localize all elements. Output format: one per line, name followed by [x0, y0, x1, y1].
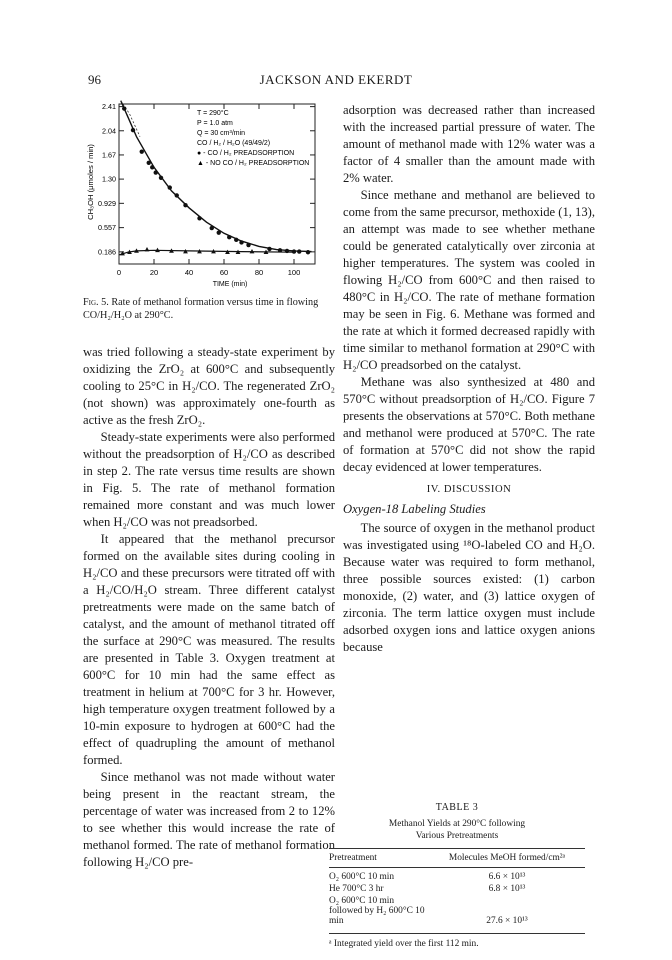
table-cell-treatment: O₂ 600°C 10 min [329, 872, 395, 882]
subsection-heading: Oxygen-18 Labeling Studies [343, 502, 486, 516]
data-point-preadsorbed [150, 165, 154, 169]
data-point-preadsorbed [227, 235, 231, 239]
figure-5-chart [83, 100, 335, 290]
y-tick-label: 2.41 [102, 102, 116, 112]
data-point-preadsorbed [183, 203, 187, 207]
legend-flowrate: Q = 30 cm³/min [197, 130, 246, 137]
data-point-preadsorbed [140, 149, 144, 153]
table-cell-treatment: O₂ 600°C 10 min followed by H₂ 600°C 10 min [329, 896, 425, 926]
y-tick-label: 2.04 [102, 126, 116, 136]
table-cell-treatment: He 700°C 3 hr [329, 884, 384, 894]
data-point-preadsorbed [210, 226, 214, 230]
table-subtitle [329, 818, 585, 842]
data-point-preadsorbed [147, 161, 151, 165]
data-point-preadsorbed [168, 185, 172, 189]
section-heading: IV. DISCUSSION [426, 484, 512, 495]
data-point-preadsorbed [285, 249, 289, 253]
legend-temperature: T = 290°C [197, 110, 229, 117]
running-title: JACKSON AND EKERDT [259, 72, 413, 87]
page-number: 96 [88, 72, 101, 87]
x-tick-label: 60 [219, 268, 229, 277]
figure-caption-label: Fig. 5. [83, 297, 109, 308]
y-tick-label: 1.30 [102, 174, 116, 184]
data-point-preadsorbed [239, 240, 243, 244]
table-3 [329, 802, 585, 949]
x-tick-label: 40 [184, 268, 194, 277]
left-column-text [83, 344, 335, 871]
right-column-text [343, 102, 595, 656]
right-paragraph-2: Since methane and methanol are believed to come from the same precursor, methoxide (1, 13), an attempt was made to see whether methane could be generated catalytically over zirconia at higher temperatures. The system was cooled in flowing H₂/CO from 600°C and then raised to 480°C in H₂/CO. The rate of methane formation may be seen in Fig. 6. Methane was formed and the rate at which it formed decreased rapidly with time similar to methanol formation at 290°C with H₂/CO preadsorbed on the catalyst. [343, 188, 595, 372]
y-tick-label: 0.929 [98, 198, 116, 208]
left-paragraph-2: Steady-state experiments were also performed without the preadsorption of H₂/CO as described in step 2. The rate versus time results are shown in Fig. 5. The rate of methanol formation remained more constant and was much lower when H₂/CO was not preadsorbed. [83, 430, 335, 529]
page-header [0, 72, 672, 88]
data-point-not-preadsorbed [145, 247, 150, 251]
figure-caption-text: Rate of methanol formation versus time in flowing CO/H₂/H₂O at 290°C. [83, 297, 319, 321]
legend-series-preadsorbed: ● - CO / H₂ PREADSORPTION [197, 150, 295, 157]
legend-series-not-preadsorbed: ▲ - NO CO / H₂ PREADSORPTION [197, 160, 310, 167]
x-tick-label: 20 [149, 268, 159, 277]
right-paragraph-1: adsorption was decreased rather than increased with the increased partial pressure of water. The amount of methanol made with 12% water was a factor of 4 smaller than the amount made with 2% water. [343, 103, 595, 185]
y-tick-label: 1.67 [102, 150, 116, 160]
table-col-pretreatment: Pretreatment [329, 849, 429, 868]
table-body [329, 848, 585, 927]
right-paragraph-3: Methane was also synthesized at 480 and 570°C without preadsorption of H₂/CO. Figure 7 presents the observations at 570°C. Both methane and methanol were produced at 570°C. The rate of formation at 570°C did not show the rapid decay evidenced at lower temperatures. [343, 375, 595, 474]
data-point-preadsorbed [246, 243, 250, 247]
legend [197, 109, 309, 167]
data-point-preadsorbed [131, 128, 135, 132]
table-row [329, 895, 585, 927]
table-subtitle-line-1: Methanol Yields at 290°C following [388, 819, 526, 829]
data-point-preadsorbed [234, 238, 238, 242]
data-point-preadsorbed [297, 249, 301, 253]
data-point-preadsorbed [197, 216, 201, 220]
data-point-preadsorbed [122, 106, 126, 110]
data-point-preadsorbed [278, 248, 282, 252]
x-axis-label: TIME (min) [212, 281, 248, 288]
y-tick-label: 0.557 [98, 223, 116, 233]
data-point-preadsorbed [159, 176, 163, 180]
plot-frame [119, 104, 315, 264]
table-cell-value: 6.6 × 10¹³ [488, 872, 526, 882]
left-paragraph-3: It appeared that the methanol precursor formed on the available sites during cooling in H₂/CO and these precursors were titrated off with a H₂/CO/H₂O stream. Three different catalyst pretreatments were made on the same batch of catalyst, and the amount of methanol titrated off the surface at 290°C was measured. The results are presented in Table 3. Oxygen treatment at 600°C for 10 min had the same effect as treatment in helium at 700°C for 3 hr. However, high temperature oxygen treatment followed by a 10-min exposure to hydrogen at 600°C had the effect of quadrupling the amount of methanol formed. [83, 532, 335, 767]
table-title: TABLE 3 [435, 802, 479, 813]
table-row [329, 883, 585, 895]
x-tick-label: 0 [116, 268, 122, 277]
table-col-molecules: Molecules MeOH formed/cm²ᵃ [429, 849, 585, 868]
plot-area [98, 101, 315, 277]
data-point-preadsorbed [217, 230, 221, 234]
data-point-preadsorbed [267, 247, 271, 251]
data-point-preadsorbed [175, 193, 179, 197]
left-paragraph-4: Since methanol was not made without water being present in the reactant stream, the percentage of water was increased from 2 to 12% to see whether this would increase the rate of methanol formed. The rate of methanol formation following H₂/CO pre- [83, 770, 335, 869]
figure-caption [83, 296, 335, 322]
y-axis-label: CH₃OH (μmoles / min) [86, 144, 95, 220]
data-point-preadsorbed [306, 250, 310, 254]
data-point-preadsorbed [154, 170, 158, 174]
table-header-row [329, 849, 585, 868]
table-footnote: ᵃ Integrated yield over the first 112 min. [329, 933, 585, 949]
legend-pressure: P = 1.0 atm [197, 120, 233, 127]
legend-feed: CO / H₂ / H₂O (49/49/2) [197, 140, 271, 147]
left-paragraph-1: was tried following a steady-state experiment by oxidizing the ZrO₂ at 600°C and subsequently cooling to 25°C in H₂/CO. The regenerated ZrO₂ (not shown) was approximately one-fourth as active as the fresh ZrO₂. [83, 345, 335, 427]
x-tick-label: 100 [287, 268, 301, 277]
y-tick-label: 0.186 [98, 247, 116, 257]
x-tick-label: 80 [254, 268, 264, 277]
table-row [329, 868, 585, 884]
data-point-preadsorbed [292, 249, 296, 253]
table-subtitle-line-2: Various Pretreatments [415, 831, 499, 841]
table-cell-value: 6.8 × 10¹³ [488, 884, 526, 894]
table-cell-value: 27.6 × 10¹³ [486, 916, 528, 926]
right-paragraph-4: The source of oxygen in the methanol product was investigated using ¹⁸O-labeled CO and H₂O. Because water was required to form methanol, three possible sources existed: (1) carbon monoxide, (2) water, and (3) lattice oxygen of zirconia. The term lattice oxygen must include adsorbed oxygen ions and lattice oxygen anions because [343, 521, 595, 654]
